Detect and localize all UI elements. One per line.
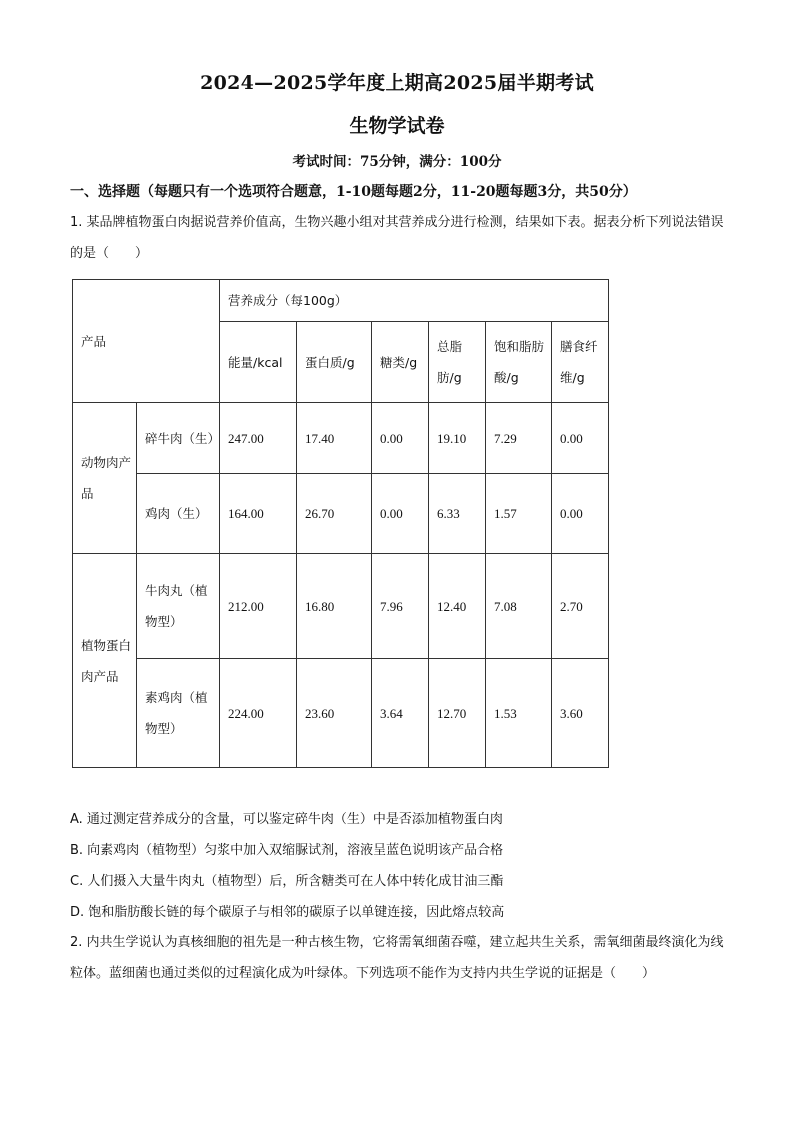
nutrition-table bbox=[72, 279, 609, 768]
group-label: 植物蛋白肉产品 bbox=[73, 554, 137, 768]
question-1-stem: 1. 某品牌植物蛋白肉据说营养价值高，生物兴趣小组对其营养成分进行检测，结果如下表。据表分析下列说法错误的是（ ） bbox=[70, 215, 724, 261]
table-cell: 0.00 bbox=[552, 403, 609, 474]
table-cell: 1.57 bbox=[486, 474, 552, 554]
group-label: 动物肉产品 bbox=[73, 403, 137, 554]
option-b: B. 向素鸡肉（植物型）匀浆中加入双缩脲试剂，溶液呈蓝色说明该产品合格 bbox=[70, 843, 504, 858]
exam-subject: 生物学试卷 bbox=[349, 115, 445, 137]
column-header: 糖类/g bbox=[372, 322, 429, 403]
question-2-stem: 2. 内共生学说认为真核细胞的祖先是一种古核生物，它将需氧细菌吞噬，建立起共生关系，需氧细菌最终演化为线粒体。蓝细菌也通过类似的过程演化成为叶绿体。下列选项不能作为支持内共生学说的证据是（ ） bbox=[70, 935, 724, 981]
table-cell: 6.33 bbox=[429, 474, 486, 554]
table-cell: 19.10 bbox=[429, 403, 486, 474]
table-cell: 16.80 bbox=[297, 554, 372, 659]
table-cell: 7.08 bbox=[486, 554, 552, 659]
column-header: 膳食纤维/g bbox=[552, 322, 609, 403]
section-heading: 一、选择题（每题只有一个选项符合题意，1-10题每题2分，11-20题每题3分，共50分） bbox=[70, 184, 637, 200]
column-header: 饱和脂肪酸/g bbox=[486, 322, 552, 403]
item-label: 鸡肉（生） bbox=[137, 474, 220, 554]
column-header: 总脂肪/g bbox=[429, 322, 486, 403]
table-cell: 212.00 bbox=[220, 554, 297, 659]
column-header: 能量/kcal bbox=[220, 322, 297, 403]
table-cell: 26.70 bbox=[297, 474, 372, 554]
exam-info: 考试时间：75分钟，满分：100分 bbox=[292, 154, 502, 170]
table-cell: 247.00 bbox=[220, 403, 297, 474]
table-cell: 12.70 bbox=[429, 659, 486, 768]
option-c: C. 人们摄入大量牛肉丸（植物型）后，所含糖类可在人体中转化成甘油三酯 bbox=[70, 874, 504, 889]
table-cell: 12.40 bbox=[429, 554, 486, 659]
table-cell: 23.60 bbox=[297, 659, 372, 768]
table-cell: 2.70 bbox=[552, 554, 609, 659]
table-cell: 0.00 bbox=[372, 474, 429, 554]
exam-title: 2024—2025学年度上期高2025届半期考试 bbox=[200, 72, 594, 94]
table-cell: 17.40 bbox=[297, 403, 372, 474]
option-d: D. 饱和脂肪酸长链的每个碳原子与相邻的碳原子以单键连接，因此熔点较高 bbox=[70, 905, 505, 920]
table-cell: 3.64 bbox=[372, 659, 429, 768]
table-cell: 7.96 bbox=[372, 554, 429, 659]
table-cell: 0.00 bbox=[372, 403, 429, 474]
item-label: 牛肉丸（植物型） bbox=[137, 554, 220, 659]
item-label: 素鸡肉（植物型） bbox=[137, 659, 220, 768]
product-header: 产品 bbox=[73, 280, 220, 403]
nutrition-header: 营养成分（每100g） bbox=[220, 280, 609, 322]
table-cell: 0.00 bbox=[552, 474, 609, 554]
table-cell: 7.29 bbox=[486, 403, 552, 474]
column-header: 蛋白质/g bbox=[297, 322, 372, 403]
option-a: A. 通过测定营养成分的含量，可以鉴定碎牛肉（生）中是否添加植物蛋白肉 bbox=[70, 812, 503, 827]
table-cell: 1.53 bbox=[486, 659, 552, 768]
item-label: 碎牛肉（生） bbox=[137, 403, 220, 474]
table-cell: 164.00 bbox=[220, 474, 297, 554]
table-cell: 224.00 bbox=[220, 659, 297, 768]
table-cell: 3.60 bbox=[552, 659, 609, 768]
